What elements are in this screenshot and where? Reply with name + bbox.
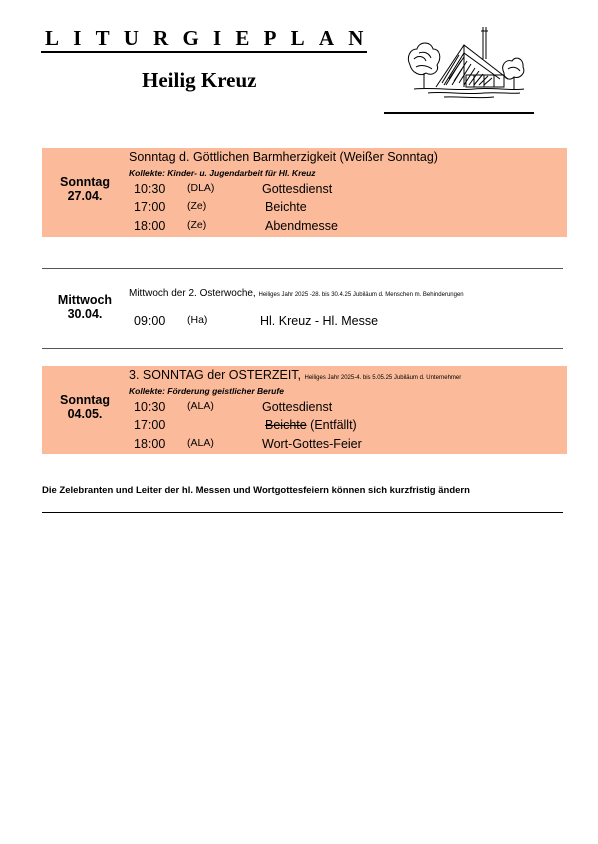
service-time: 10:30	[134, 400, 166, 414]
event-block	[42, 148, 567, 237]
cancelled-note: (Entfällt)	[306, 418, 357, 432]
date: 27.04.	[67, 189, 103, 203]
weekday: Mittwoch	[57, 293, 113, 307]
event-day	[42, 175, 128, 203]
event-heading-main: 3. SONNTAG der OSTERZEIT,	[129, 368, 302, 382]
page-title: LITURGIEPLAN	[45, 26, 378, 50]
title-underline	[41, 51, 367, 53]
event-heading-main: Mittwoch der 2. Osterwoche,	[129, 288, 256, 299]
event-heading-note: Heiliges Jahr 2025-4. bis 5.05.25 Jubiläum d. Unternehmer	[304, 375, 462, 381]
footer-note: Die Zelebranten und Leiter der hl. Messen und Wortgottesfeiern können sich kurzfristig ändern	[42, 485, 470, 496]
event-block	[42, 366, 567, 454]
service-name	[265, 418, 357, 432]
service-time: 17:00	[134, 200, 166, 214]
divider	[42, 348, 563, 349]
cancelled-service: Beichte	[265, 418, 307, 432]
service-name: Abendmesse	[265, 219, 338, 233]
event-heading-note: Heiliges Jahr 2025 -28. bis 30.4.25 Jubiläum d. Menschen m. Behinderungen	[258, 292, 464, 298]
celebrant-code: (Ze)	[187, 219, 207, 231]
date: 04.05.	[67, 407, 103, 421]
event-heading: Sonntag d. Göttlichen Barmherzigkeit (Weißer Sonntag)	[129, 150, 438, 164]
event-heading	[129, 368, 461, 382]
service-name: Wort-Gottes-Feier	[262, 437, 362, 451]
weekday: Sonntag	[60, 175, 110, 189]
service-name: Gottesdienst	[262, 400, 333, 414]
service-time: 17:00	[134, 418, 166, 432]
event-block	[42, 284, 567, 336]
celebrant-code: (DLA)	[187, 182, 215, 194]
event-heading	[129, 288, 464, 299]
weekday: Sonntag	[60, 393, 110, 407]
church-logo-icon	[404, 25, 526, 105]
divider	[42, 268, 563, 269]
kollekte: Kollekte: Kinder- u. Jugendarbeit für Hl. Kreuz	[129, 168, 316, 178]
parish-name: Heilig Kreuz	[142, 68, 257, 92]
celebrant-code: (Ze)	[187, 200, 207, 212]
footer-underline	[42, 512, 563, 513]
logo-underline	[384, 112, 534, 114]
celebrant-code: (ALA)	[187, 400, 214, 412]
service-name: Gottesdienst	[262, 182, 333, 196]
service-time: 18:00	[134, 219, 166, 233]
event-day	[42, 293, 128, 321]
celebrant-code: (Ha)	[187, 314, 208, 326]
kollekte: Kollekte: Förderung geistlicher Berufe	[129, 386, 284, 396]
service-time: 18:00	[134, 437, 166, 451]
event-day	[42, 393, 128, 421]
service-time: 10:30	[134, 182, 166, 196]
service-time: 09:00	[134, 314, 166, 328]
date: 30.04.	[67, 307, 103, 321]
service-name: Beichte	[265, 200, 307, 214]
service-name: Hl. Kreuz - Hl. Messe	[260, 314, 379, 328]
celebrant-code: (ALA)	[187, 437, 214, 449]
